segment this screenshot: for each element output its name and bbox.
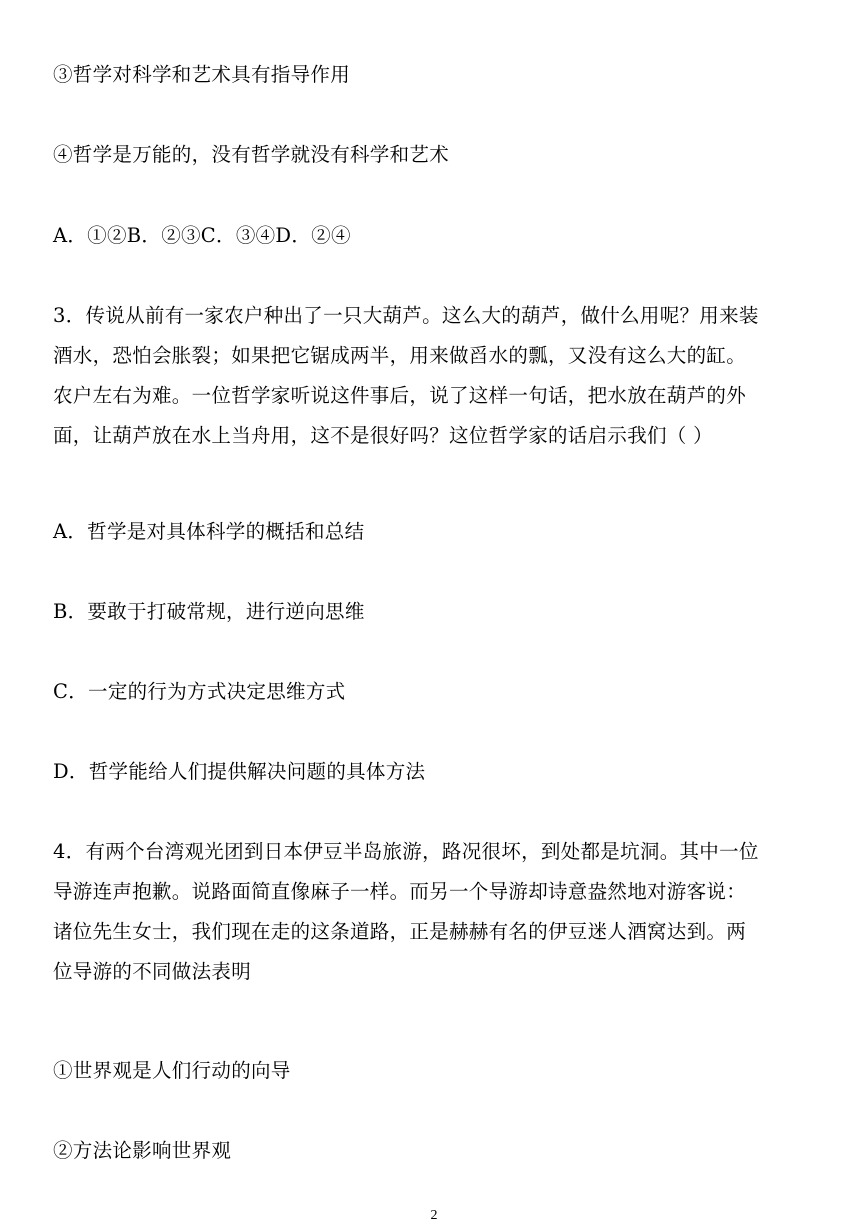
q4-stem-line-2: 导游连声抱歉。说路面简直像麻子一样。而另一个导游却诗意盎然地对游客说： (53, 880, 747, 903)
q3-stem-line-4: 面，让葫芦放在水上当舟用，这不是很好吗？这位哲学家的话启示我们（ ） (53, 424, 713, 447)
q3-stem-line-3: 农户左右为难。一位哲学家听说这件事后，说了这样一句话，把水放在葫芦的外 (53, 384, 747, 407)
q4-stem-line-3: 诸位先生女士，我们现在走的这条道路，正是赫赫有名的伊豆迷人酒窝达到。两 (53, 920, 747, 943)
q4-stem-line-1: 4．有两个台湾观光团到日本伊豆半岛旅游，路况很坏，到处都是坑洞。其中一位 (53, 840, 759, 863)
q3-option-d: D．哲学能给人们提供解决问题的具体方法 (53, 760, 426, 783)
q2-choices: A．①②B．②③C．③④D．②④ (53, 224, 351, 247)
q3-option-b: B．要敢于打破常规，进行逆向思维 (53, 600, 365, 623)
q4-item-2: ②方法论影响世界观 (53, 1139, 232, 1162)
page-number: 2 (430, 1208, 438, 1223)
q2-item-4: ④哲学是万能的，没有哲学就没有科学和艺术 (53, 143, 450, 166)
q3-option-c: C．一定的行为方式决定思维方式 (53, 680, 346, 703)
q4-item-1: ①世界观是人们行动的向导 (53, 1059, 291, 1082)
q3-stem-line-2: 酒水，恐怕会胀裂；如果把它锯成两半，用来做舀水的瓢，又没有这么大的缸。 (53, 344, 747, 367)
q4-stem-line-4: 位导游的不同做法表明 (53, 960, 252, 983)
q2-item-3: ③哲学对科学和艺术具有指导作用 (53, 63, 351, 86)
q3-option-a: A．哲学是对具体科学的概括和总结 (53, 520, 365, 543)
q3-stem-line-1: 3．传说从前有一家农户种出了一只大葫芦。这么大的葫芦，做什么用呢？用来装 (53, 304, 759, 327)
